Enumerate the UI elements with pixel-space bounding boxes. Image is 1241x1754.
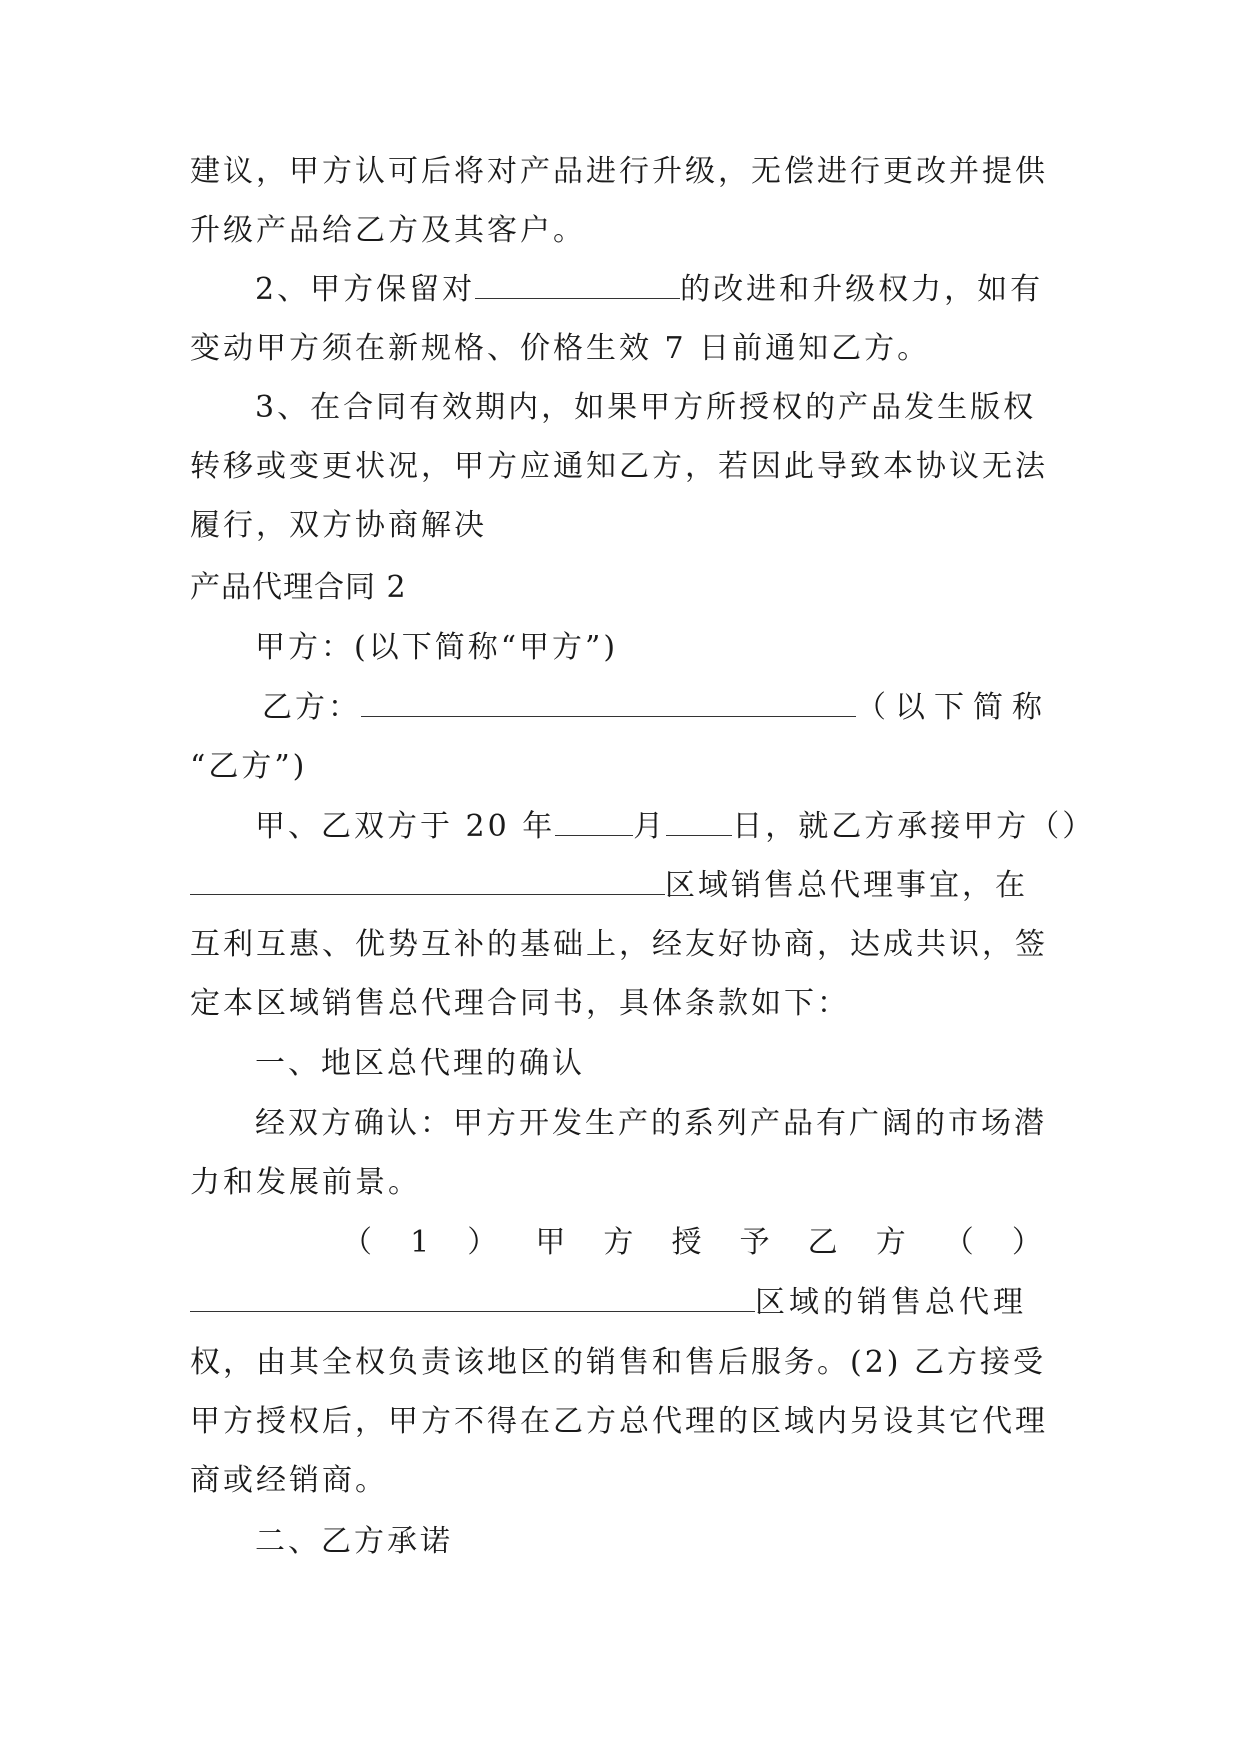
section-2-heading bbox=[255, 1522, 1050, 1562]
paragraph-line bbox=[255, 1104, 1050, 1144]
agreement-date-line bbox=[255, 807, 1096, 847]
text: 区域的销售总代理 bbox=[755, 1285, 1027, 1320]
text: （以下简称 bbox=[856, 690, 1051, 725]
section-1-heading bbox=[255, 1044, 1050, 1084]
text: 建议，甲方认可后将对产品进行升级，无偿进行更改并提供 bbox=[190, 154, 1048, 189]
clause-3-line bbox=[255, 388, 1050, 428]
text: 履行，双方协商解决 bbox=[190, 508, 487, 543]
text: “乙方”) bbox=[190, 749, 308, 784]
text: 转移或变更状况，甲方应通知乙方，若因此导致本协议无法 bbox=[190, 449, 1048, 484]
text: 的改进和升级权力，如有 bbox=[680, 272, 1044, 307]
party-a-line bbox=[255, 628, 1050, 668]
text: 甲方：(以下简称“甲方”) bbox=[255, 630, 619, 665]
grant-line bbox=[342, 1223, 1042, 1263]
text: 日，就乙方承接甲方（） bbox=[732, 809, 1096, 844]
text: 产品代理合同 2 bbox=[190, 570, 407, 605]
paragraph-line bbox=[190, 506, 1050, 546]
clause-2-line bbox=[255, 270, 1050, 310]
contract-title bbox=[190, 568, 1050, 608]
text: 方 bbox=[875, 1225, 906, 1260]
text: 方 bbox=[603, 1225, 634, 1260]
paragraph-line bbox=[190, 925, 1050, 965]
text: ） bbox=[1011, 1225, 1042, 1260]
blank-underline bbox=[190, 866, 665, 895]
text: （ bbox=[943, 1225, 974, 1260]
blank-underline bbox=[555, 807, 633, 836]
text: 互利互惠、优势互补的基础上，经友好协商，达成共识，签 bbox=[190, 927, 1048, 962]
text: 乙 bbox=[807, 1225, 838, 1260]
text: 3、在合同有效期内，如果甲方所授权的产品发生版权 bbox=[255, 390, 1037, 425]
blank-underline bbox=[361, 688, 856, 717]
party-b-line bbox=[262, 688, 1050, 728]
text: 1 bbox=[410, 1225, 430, 1260]
text: 二、乙方承诺 bbox=[255, 1524, 453, 1559]
paragraph-line bbox=[190, 447, 1050, 487]
text: 变动甲方须在新规格、价格生效 7 日前通知乙方。 bbox=[190, 331, 931, 366]
paragraph-line bbox=[190, 747, 1050, 787]
region-line bbox=[190, 866, 1050, 906]
text: 甲 bbox=[535, 1225, 566, 1260]
text: 力和发展前景。 bbox=[190, 1165, 421, 1200]
text: 经双方确认：甲方开发生产的系列产品有广阔的市场潜 bbox=[255, 1106, 1047, 1141]
text: 2、甲方保留对 bbox=[255, 272, 476, 307]
paragraph-line bbox=[190, 1461, 1050, 1501]
text: 乙方： bbox=[262, 690, 361, 725]
text: ） bbox=[467, 1225, 498, 1260]
text: 授 bbox=[671, 1225, 702, 1260]
blank-underline bbox=[475, 270, 680, 299]
paragraph-line bbox=[190, 329, 1050, 369]
text: 月 bbox=[633, 809, 667, 844]
text: （ bbox=[342, 1225, 372, 1260]
region-line bbox=[190, 1283, 1050, 1323]
text: 甲方授权后，甲方不得在乙方总代理的区域内另设其它代理 bbox=[190, 1404, 1048, 1439]
text: 商或经销商。 bbox=[190, 1463, 388, 1498]
text: 一、地区总代理的确认 bbox=[255, 1046, 585, 1081]
text: 区域销售总代理事宜，在 bbox=[665, 868, 1028, 903]
paragraph-line bbox=[190, 1163, 1050, 1203]
text: 予 bbox=[739, 1225, 770, 1260]
paragraph-line bbox=[190, 1343, 1050, 1383]
blank-underline bbox=[190, 1283, 755, 1312]
text: 甲、乙双方于 20 年 bbox=[255, 809, 556, 844]
text: 权，由其全权负责该地区的销售和售后服务。(2) 乙方接受 bbox=[190, 1345, 1047, 1380]
paragraph-line bbox=[190, 1402, 1050, 1442]
paragraph-line bbox=[190, 152, 1050, 192]
paragraph-line bbox=[190, 211, 1050, 251]
text: 定本区域销售总代理合同书，具体条款如下： bbox=[190, 986, 850, 1021]
paragraph-line bbox=[190, 984, 1050, 1024]
text: 升级产品给乙方及其客户。 bbox=[190, 213, 586, 248]
blank-underline bbox=[666, 807, 732, 836]
